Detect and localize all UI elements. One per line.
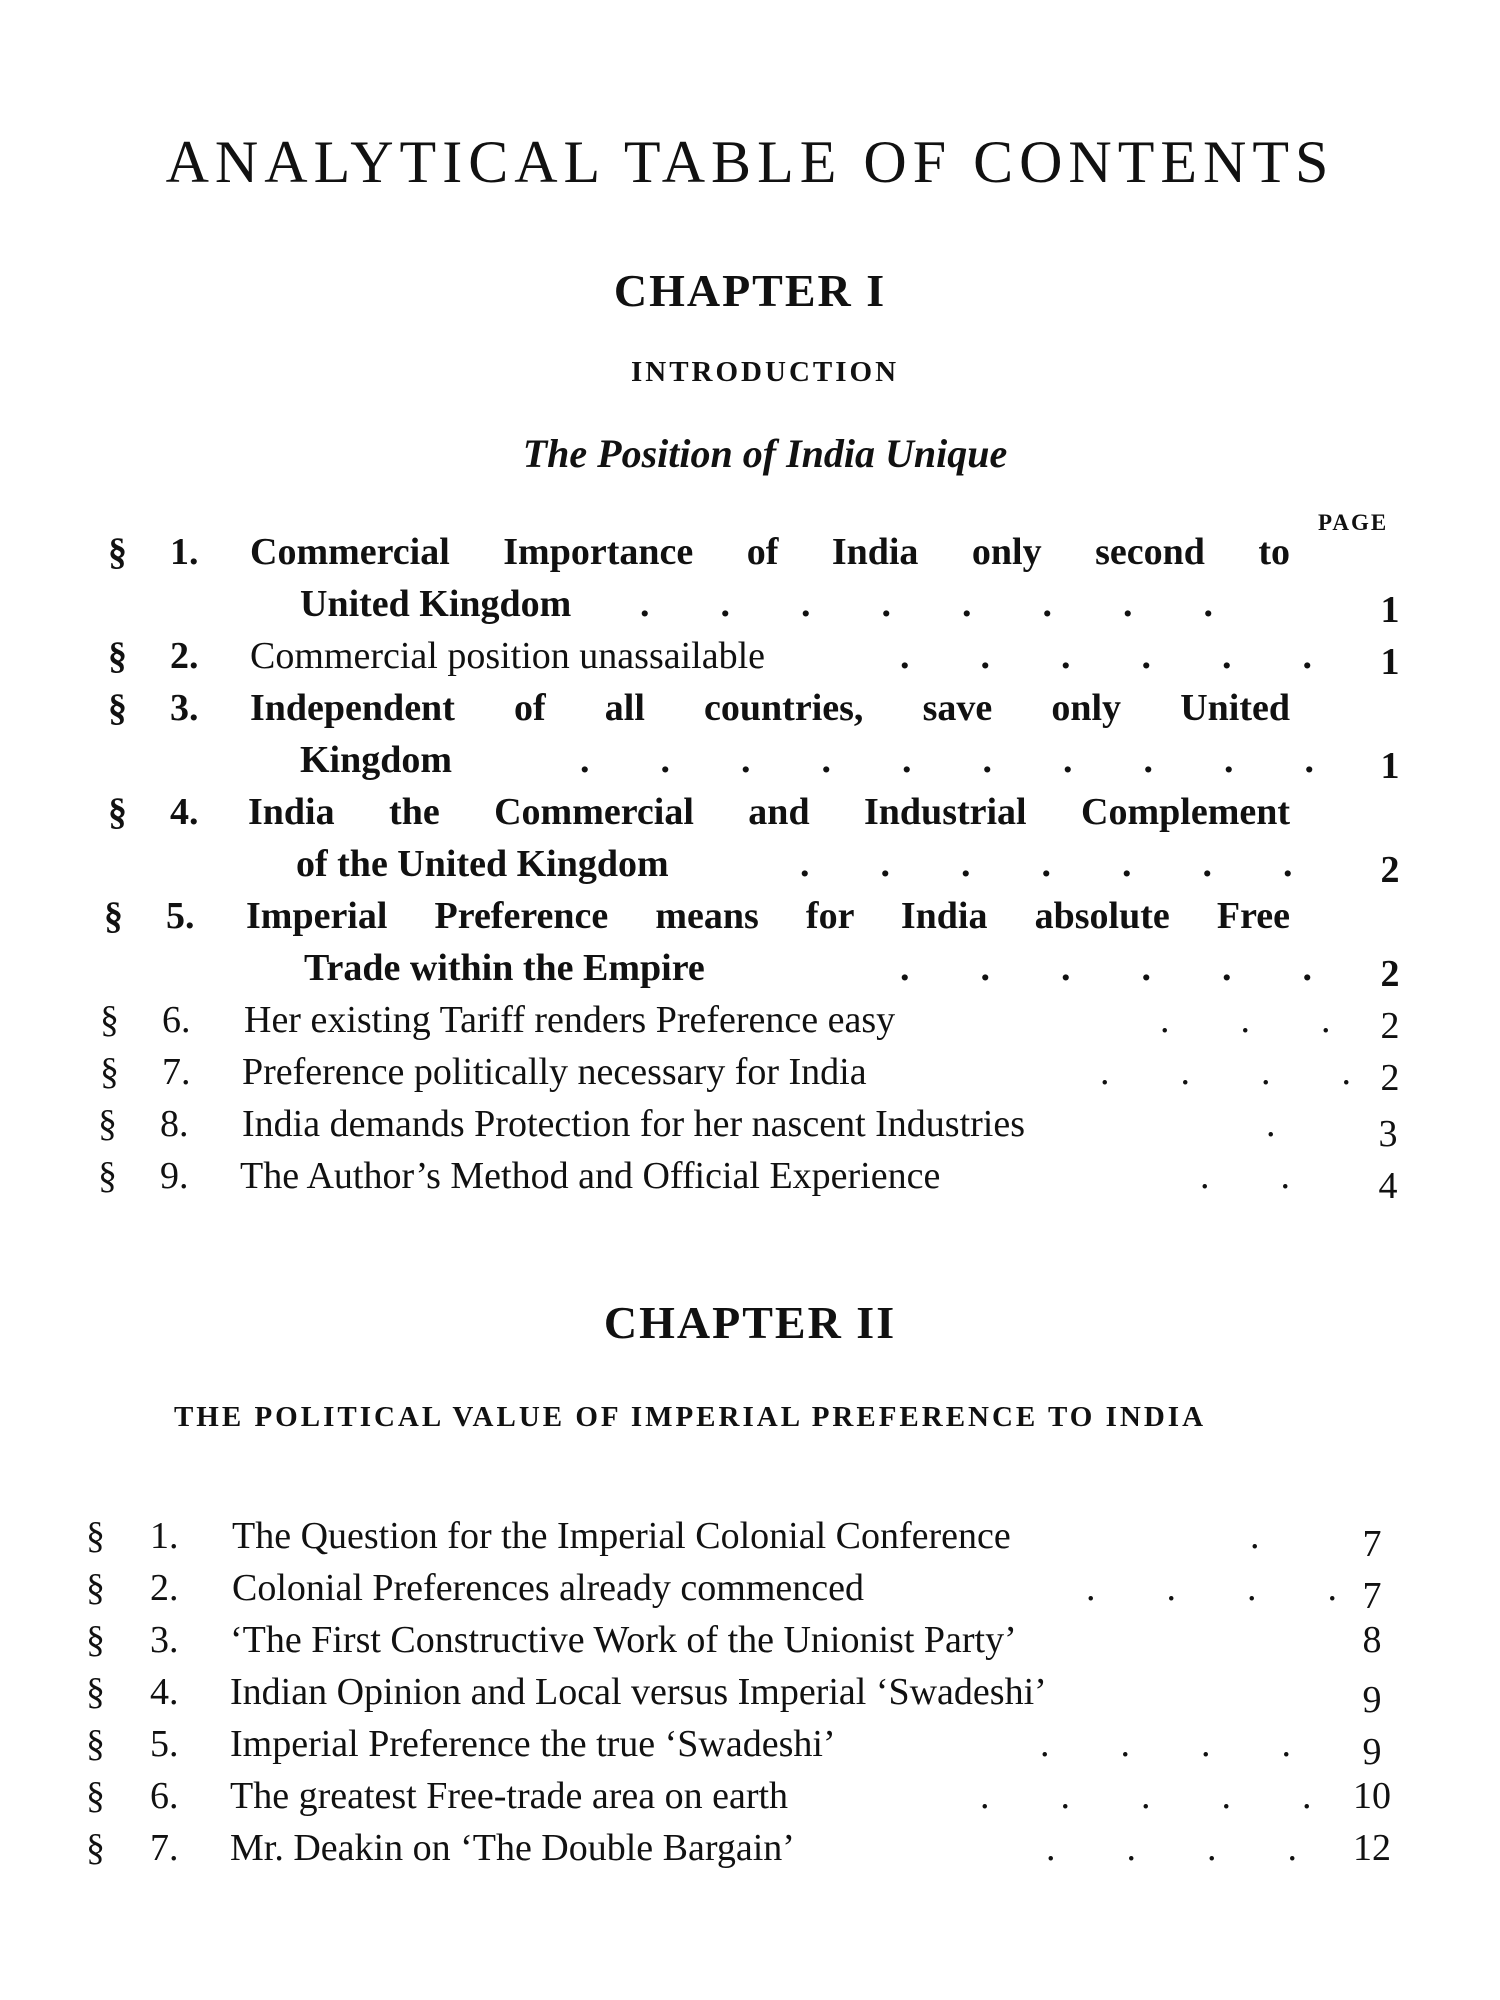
page-number: 4 [1378, 1165, 1398, 1207]
chapter-1-subheading: INTRODUCTION [630, 356, 900, 388]
entry-title: Commercial position unassailable [250, 635, 766, 677]
page-number: 1 [1380, 589, 1400, 631]
entry-number: 5. [150, 1723, 179, 1765]
chapter-2-subheading: THE POLITICAL VALUE OF IMPERIAL PREFERENCE TO INDIA [173, 1401, 1207, 1433]
section-symbol: § [108, 635, 127, 677]
page-number: 8 [1362, 1619, 1382, 1661]
page-number: 1 [1380, 745, 1400, 787]
chapter-1-section-title: The Position of India Unique [522, 431, 1008, 476]
page-number: 7 [1362, 1523, 1382, 1565]
entry-number: 7. [162, 1051, 191, 1093]
entry-title-continued: Kingdom [300, 739, 453, 781]
section-symbol: § [98, 1155, 117, 1197]
section-symbol: § [86, 1775, 105, 1817]
entry-title: Commercial Importance of India only second to [250, 531, 1290, 573]
page-number: 2 [1380, 1005, 1400, 1047]
entry-number: 9. [160, 1155, 189, 1197]
page-number: 1 [1380, 641, 1400, 683]
section-symbol: § [86, 1723, 105, 1765]
section-symbol: § [104, 895, 123, 937]
page-number: 2 [1380, 1057, 1400, 1099]
entry-number: 3. [150, 1619, 179, 1661]
entry-title: Independent of all countries, save only United [250, 687, 1290, 729]
entry-number: 8. [160, 1103, 189, 1145]
dot-leader: . . . . [1046, 1827, 1299, 1869]
page-number: 2 [1380, 953, 1400, 995]
entry-number: 4. [170, 791, 199, 833]
chapter-2-heading: CHAPTER II [603, 1297, 897, 1348]
entry-title: Mr. Deakin on ‘The Double Bargain’ [230, 1827, 795, 1869]
page-title: ANALYTICAL TABLE OF CONTENTS [165, 129, 1335, 195]
dot-leader: . . [1200, 1155, 1292, 1197]
entry-title: India the Commercial and Industrial Complement [248, 791, 1290, 833]
page-column-label: PAGE [1318, 510, 1389, 535]
entry-number: 1. [150, 1515, 179, 1557]
entry-title: India demands Protection for her nascent Industries [242, 1103, 1025, 1145]
section-symbol: § [108, 791, 127, 833]
page-number: 10 [1353, 1775, 1391, 1817]
entry-number: 2. [150, 1567, 179, 1609]
entry-number: 6. [150, 1775, 179, 1817]
entry-title-continued: of the United Kingdom [296, 843, 669, 885]
page-number: 9 [1362, 1731, 1382, 1773]
entry-number: 7. [150, 1827, 179, 1869]
entry-title: Imperial Preference means for India absolute Free [246, 895, 1290, 937]
page-number: 9 [1362, 1679, 1382, 1721]
dot-leader: . . . . . . . . . . [580, 739, 1316, 781]
entry-title: Imperial Preference the true ‘Swadeshi’ [230, 1723, 836, 1765]
entry-number: 3. [170, 687, 199, 729]
section-symbol: § [98, 1103, 117, 1145]
entry-title: The greatest Free-trade area on earth [230, 1775, 789, 1817]
entry-title: Indian Opinion and Local versus Imperial ‘Swadeshi’ [230, 1671, 1047, 1713]
entry-title-continued: United Kingdom [300, 583, 572, 625]
section-symbol: § [86, 1619, 105, 1661]
page-number: 2 [1380, 849, 1400, 891]
entry-title: ‘The First Constructive Work of the Unionist Party’ [230, 1619, 1017, 1661]
entry-title: Preference politically necessary for India [242, 1051, 867, 1093]
entry-number: 5. [166, 895, 195, 937]
chapter-1-heading: CHAPTER I [613, 265, 887, 316]
section-symbol: § [86, 1827, 105, 1869]
section-symbol: § [86, 1515, 105, 1557]
dot-leader: . . . [1160, 999, 1333, 1041]
page-number: 3 [1378, 1113, 1398, 1155]
entry-title: The Question for the Imperial Colonial Conference [232, 1515, 1011, 1557]
section-symbol: § [86, 1671, 105, 1713]
section-symbol: § [100, 999, 119, 1041]
section-symbol: § [100, 1051, 119, 1093]
entry-number: 4. [150, 1671, 179, 1713]
dot-leader: . . . . . . [900, 635, 1314, 677]
entry-number: 2. [170, 635, 199, 677]
dot-leader: . . . . . . [900, 947, 1314, 989]
section-symbol: § [108, 531, 127, 573]
entry-title: Colonial Preferences already commenced [232, 1567, 864, 1609]
dot-leader: . [1250, 1515, 1262, 1557]
section-symbol: § [108, 687, 127, 729]
entry-title-continued: Trade within the Empire [304, 947, 705, 989]
dot-leader: . . . . [1040, 1723, 1293, 1765]
page-number: 12 [1353, 1827, 1391, 1869]
dot-leader: . . . . [1086, 1567, 1339, 1609]
entry-number: 6. [162, 999, 191, 1041]
section-symbol: § [86, 1567, 105, 1609]
dot-leader: . . . . [1100, 1051, 1353, 1093]
dot-leader: . . . . . [980, 1775, 1314, 1817]
entry-title: Her existing Tariff renders Preference easy [244, 999, 896, 1041]
entry-title: The Author’s Method and Official Experience [240, 1155, 941, 1197]
entry-number: 1. [170, 531, 199, 573]
page-number: 7 [1362, 1575, 1382, 1617]
dot-leader: . . . . . . . . [640, 583, 1215, 625]
dot-leader: . [1266, 1103, 1278, 1145]
dot-leader: . . . . . . . [800, 843, 1295, 885]
